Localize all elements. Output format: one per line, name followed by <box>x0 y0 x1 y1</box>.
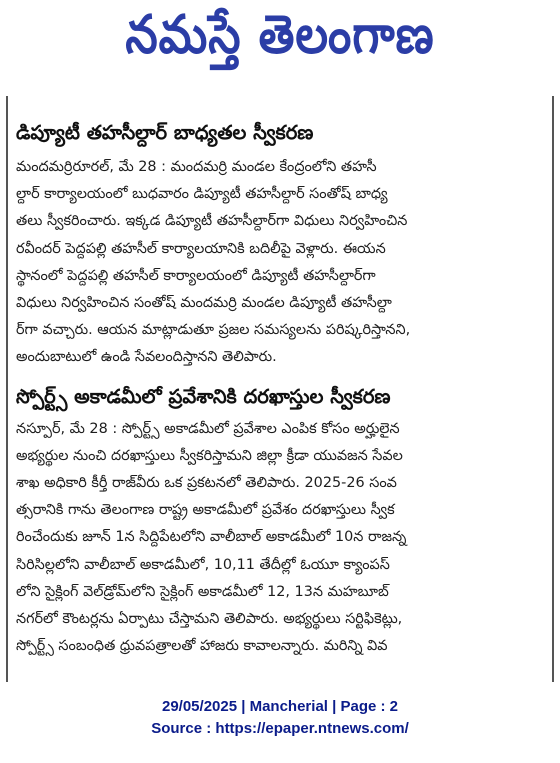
article-line: రవీందర్ పెద్దపల్లి తహసీల్ కార్యాలయానికి బదిలీపై వెళ్లారు. ఈయన <box>16 240 386 257</box>
article-line: నస్పూర్, మే 28 : స్పోర్ట్స్ అకాడమీలో ప్రవేశాల ఎంపిక కోసం అర్హులైన <box>16 420 400 437</box>
article-line: అభ్యర్థుల నుంచి దరఖాస్తులు స్వీకరిస్తామని జిల్లా క్రీడా యువజన సేవల <box>16 447 403 464</box>
article-body <box>8 154 552 372</box>
article-line: విధులు నిర్వహించిన సంతోష్ మందమర్రి మండల డిప్యూటీ తహసీల్దా <box>16 295 392 312</box>
publication-meta: 29/05/2025 | Mancherial | Page : 2 <box>161 698 399 715</box>
article-headline: స్పోర్ట్స్ అకాడమీలో ప్రవేశానికి దరఖాస్తుల స్వీకరణ <box>16 384 391 408</box>
article-headline: డిప్యూటీ తహసీల్దార్ బాధ్యతల స్వీకరణ <box>16 121 314 144</box>
article-line: నగర్‌లో కౌంటర్లను ఏర్పాటు చేస్తామని తెలిపారు. అభ్యర్థులు సర్టిఫికెట్లు, <box>16 611 403 628</box>
masthead-logo <box>0 0 560 82</box>
news-clipping <box>6 96 554 682</box>
article-line: ర్‌గా వచ్చారు. ఆయన మాట్లాడుతూ ప్రజల సమస్యలను పరిష్కరిస్తానని, <box>16 322 411 339</box>
article-line: అందుబాటులో ఉండి సేవలందిస్తానని తెలిపారు. <box>16 349 277 366</box>
article-line: రించేందుకు జూన్ 1న సిద్దిపేటలోని వాలీబాల్ అకాడమీలో 10న రాజన్న <box>16 529 407 546</box>
source-link[interactable]: Source : https://epaper.ntnews.com/ <box>151 720 409 737</box>
article-line: లోని సైక్లింగ్ వెల్‌డ్రోమ్‌లోని సైక్లింగ్ అకాడమీలో 12, 13న మహబూబ్ <box>16 583 389 600</box>
article-line: సిరిసిల్లలోని వాలీబాల్ అకాడమీలో, 10,11 తేదీల్లో ఓయూ క్యాంపస్ <box>16 556 390 573</box>
article-body <box>8 416 552 661</box>
article-line: శాఖ అధికారి కీర్తీ రాజ్‌వీరు ఒక ప్రకటనలో తెలిపారు. 2025-26 సంవ <box>16 475 397 492</box>
article-sports-academy <box>8 382 552 661</box>
article-deputy-tahsildar <box>8 118 552 372</box>
epaper-footer <box>0 696 560 740</box>
newspaper-title: నమస్తే తెలంగాణ <box>125 3 435 66</box>
article-line: స్థానంలో పెద్దపల్లి తహసీల్ కార్యాలయంలో డిప్యూటీ తహసీల్దార్‌గా <box>16 267 376 284</box>
clipped-text-fragment <box>8 96 552 108</box>
article-line: స్పోర్ట్స్ సంబంధిత ధ్రువపత్రాలతో హాజరు కావాలన్నారు. మరిన్ని వివ <box>16 638 388 655</box>
article-line: త్సరానికి గాను తెలంగాణ రాష్ట్ర అకాడమీలో ప్రవేశం దరఖాస్తులు స్వీక <box>16 502 395 519</box>
article-line: మందమర్రిరూరల్, మే 28 : మందమర్రి మండల కేంద్రంలోని తహసీ <box>16 159 377 175</box>
article-line: ల్దార్ కార్యాలయంలో బుధవారం డిప్యూటీ తహసీల్దార్ సంతోష్ బాధ్య <box>16 186 388 203</box>
article-line: తలు స్వీకరించారు. ఇక్కడ డిప్యూటీ తహసీల్దార్‌గా విధులు నిర్వహించిన <box>16 213 408 230</box>
